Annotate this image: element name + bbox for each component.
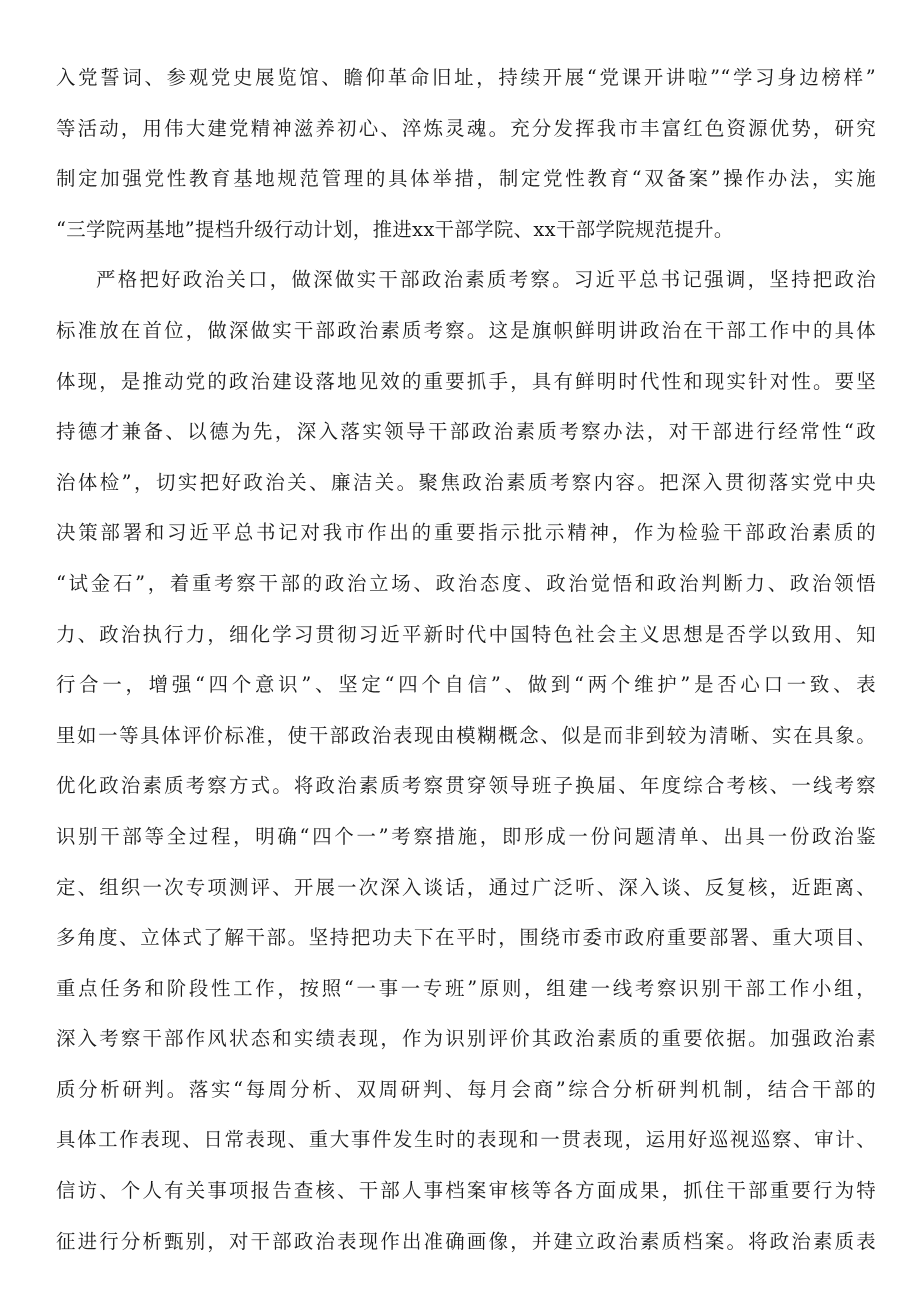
text-line: 识别干部等全过程，明确“四个一”考察措施，即形成一份问题清单、出具一份政治鉴 [56, 824, 876, 848]
paragraph-first-line: 严格把好政治关口，做深做实干部政治素质考察。习近平总书记强调，坚持把政治 [96, 268, 876, 292]
text-line: 标准放在首位，做深做实干部政治素质考察。这是旗帜鲜明讲政治在干部工作中的具体 [56, 318, 876, 342]
text-line: 征进行分析甄别，对干部政治表现作出准确画像，并建立政治素质档案。将政治素质表 [56, 1229, 876, 1253]
text-line: 等活动，用伟大建党精神滋养初心、淬炼灵魂。充分发挥我市丰富红色资源优势，研究 [56, 116, 876, 140]
text-line: 持德才兼备、以德为先，深入落实领导干部政治素质考察办法，对干部进行经常性“政 [56, 420, 876, 444]
text-line: 多角度、立体式了解干部。坚持把功夫下在平时，围绕市委市政府重要部署、重大项目、 [56, 926, 876, 950]
text-line: 决策部署和习近平总书记对我市作出的重要指示批示精神，作为检验干部政治素质的 [56, 521, 876, 545]
text-line: 里如一等具体评价标准，使干部政治表现由模糊概念、似是而非到较为清晰、实在具象。 [56, 723, 876, 747]
text-line: 信访、个人有关事项报告查核、干部人事档案审核等各方面成果，抓住干部重要行为特 [56, 1179, 876, 1203]
text-line: 治体检”，切实把好政治关、廉洁关。聚焦政治素质考察内容。把深入贯彻落实党中央 [56, 470, 876, 494]
text-line: 重点任务和阶段性工作，按照“一事一专班”原则，组建一线考察识别干部工作小组， [56, 976, 876, 1000]
text-line: “试金石”，着重考察干部的政治立场、政治态度、政治觉悟和政治判断力、政治领悟 [56, 571, 876, 595]
text-line: 入党誓词、参观党史展览馆、瞻仰革命旧址，持续开展“党课开讲啦”“学习身边榜样” [56, 66, 876, 89]
text-line: 力、政治执行力，细化学习贯彻习近平新时代中国特色社会主义思想是否学以致用、知 [56, 622, 876, 646]
text-line: 具体工作表现、日常表现、重大事件发生时的表现和一贯表现，运用好巡视巡察、审计、 [56, 1128, 876, 1152]
text-line: “三学院两基地”提档升级行动计划，推进xx干部学院、xx干部学院规范提升。 [56, 217, 734, 241]
text-line: 体现，是推动党的政治建设落地见效的重要抓手，具有鲜明时代性和现实针对性。要坚 [56, 369, 876, 393]
text-line: 行合一，增强“四个意识”、坚定“四个自信”、做到“两个维护”是否心口一致、表 [56, 673, 876, 697]
text-line: 质分析研判。落实“每周分析、双周研判、每月会商”综合分析研判机制，结合干部的 [56, 1077, 876, 1101]
text-line: 定、组织一次专项测评、开展一次深入谈话，通过广泛听、深入谈、反复核，近距离、 [56, 875, 876, 899]
text-line: 制定加强党性教育基地规范管理的具体举措，制定党性教育“双备案”操作办法，实施 [56, 167, 876, 191]
document-body [56, 53, 876, 1267]
text-line: 优化政治素质考察方式。将政治素质考察贯穿领导班子换届、年度综合考核、一线考察 [56, 774, 876, 798]
text-line: 深入考察干部作风状态和实绩表现，作为识别评价其政治素质的重要依据。加强政治素 [56, 1027, 876, 1051]
